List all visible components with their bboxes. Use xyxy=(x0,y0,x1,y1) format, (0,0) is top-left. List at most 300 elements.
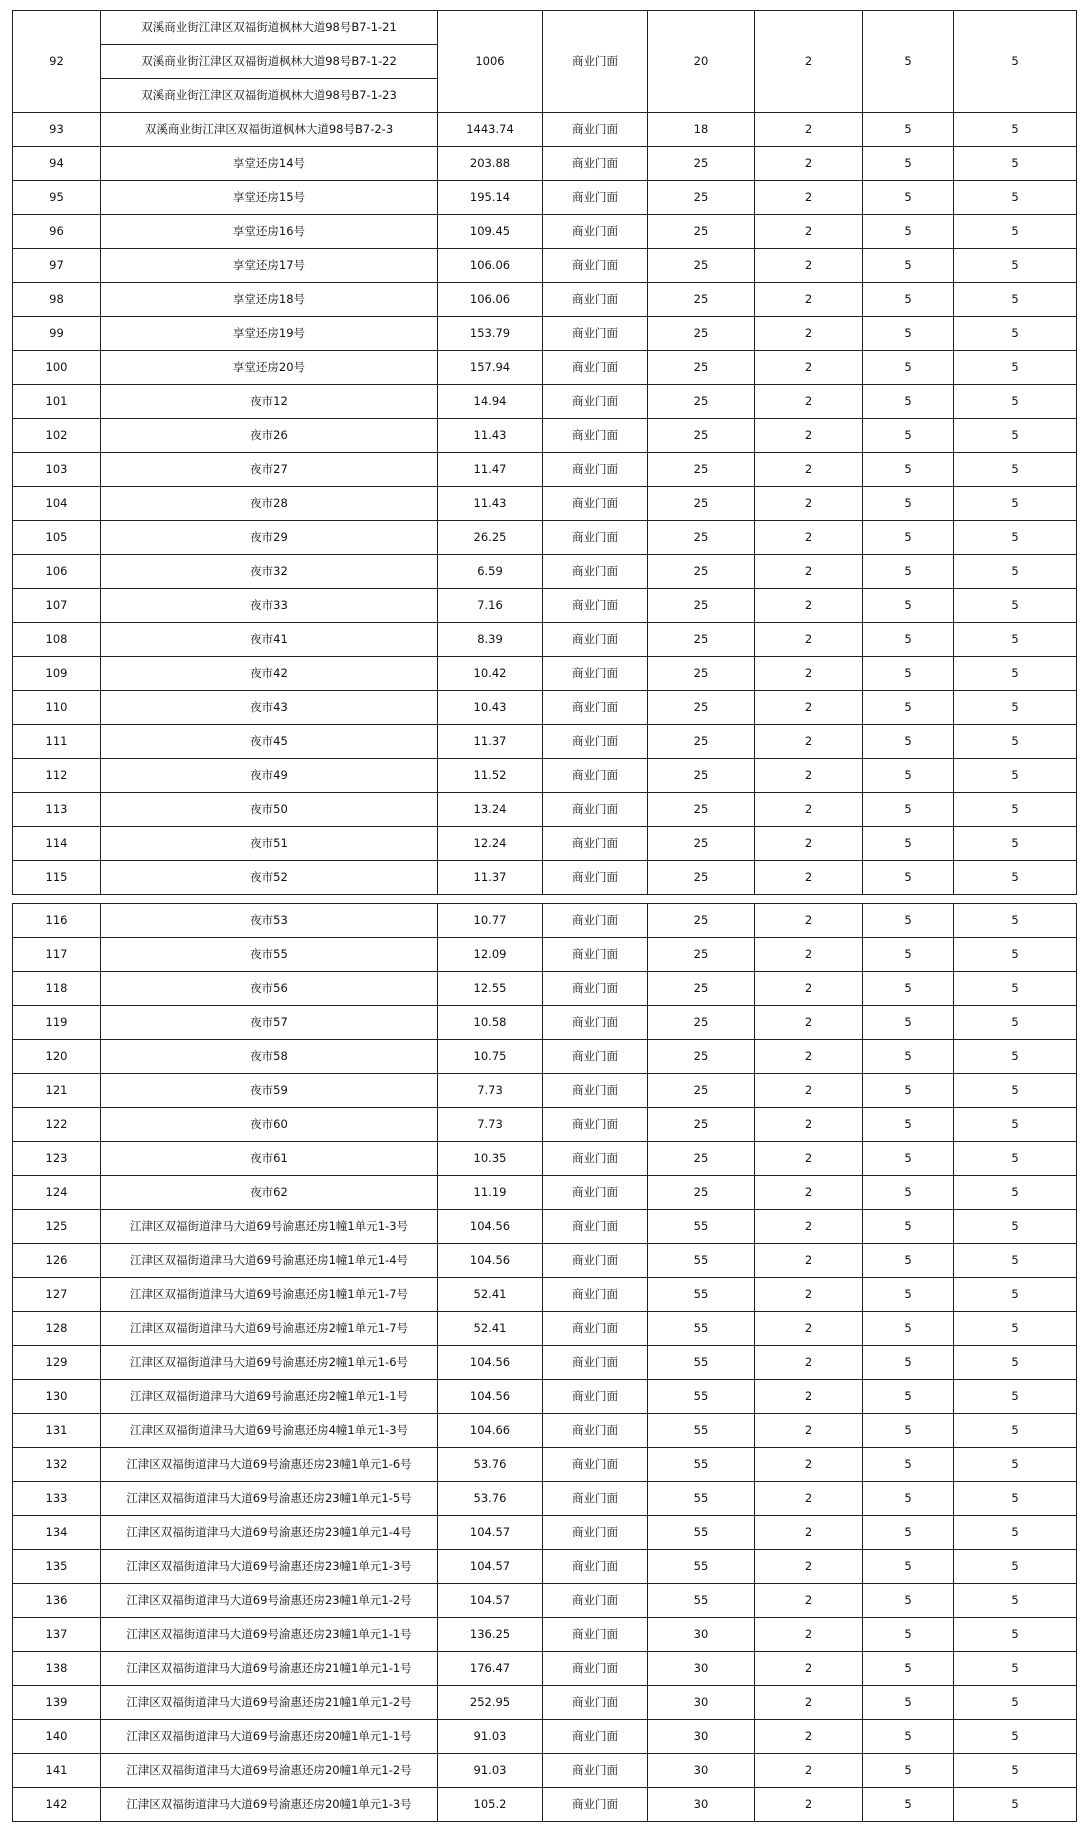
row-number: 118 xyxy=(13,972,101,1006)
column-5-value: 2 xyxy=(755,113,863,147)
column-6-value: 5 xyxy=(863,972,954,1006)
column-5-value: 2 xyxy=(755,1142,863,1176)
row-number: 114 xyxy=(13,827,101,861)
column-7-value: 5 xyxy=(954,1312,1077,1346)
row-number: 132 xyxy=(13,1448,101,1482)
column-5-value: 2 xyxy=(755,1006,863,1040)
column-4-value: 25 xyxy=(648,283,755,317)
row-number: 95 xyxy=(13,181,101,215)
column-6-value: 5 xyxy=(863,215,954,249)
property-address: 享堂还房16号 xyxy=(101,215,438,249)
column-4-value: 55 xyxy=(648,1244,755,1278)
column-7-value: 5 xyxy=(954,385,1077,419)
table-row xyxy=(13,555,1077,589)
usage-type: 商业门面 xyxy=(543,215,648,249)
column-6-value: 5 xyxy=(863,283,954,317)
table-row xyxy=(13,1414,1077,1448)
column-6-value: 5 xyxy=(863,861,954,895)
usage-type: 商业门面 xyxy=(543,904,648,938)
column-7-value: 5 xyxy=(954,1720,1077,1754)
property-address: 江津区双福街道津马大道69号渝惠还房2幢1单元1-1号 xyxy=(101,1380,438,1414)
column-6-value: 5 xyxy=(863,1618,954,1652)
area-value: 104.57 xyxy=(438,1584,543,1618)
area-value: 195.14 xyxy=(438,181,543,215)
column-7-value: 5 xyxy=(954,657,1077,691)
column-5-value: 2 xyxy=(755,1108,863,1142)
table-row xyxy=(13,1720,1077,1754)
column-6-value: 5 xyxy=(863,385,954,419)
column-4-value: 25 xyxy=(648,1040,755,1074)
property-table-bottom-body xyxy=(13,904,1077,1822)
column-7-value: 5 xyxy=(954,521,1077,555)
column-6-value: 5 xyxy=(863,351,954,385)
table-row xyxy=(13,1380,1077,1414)
property-address: 江津区双福街道津马大道69号渝惠还房1幢1单元1-3号 xyxy=(101,1210,438,1244)
row-number: 102 xyxy=(13,419,101,453)
column-5-value: 2 xyxy=(755,555,863,589)
usage-type: 商业门面 xyxy=(543,861,648,895)
column-6-value: 5 xyxy=(863,113,954,147)
property-address: 夜市52 xyxy=(101,861,438,895)
column-6-value: 5 xyxy=(863,657,954,691)
area-value: 8.39 xyxy=(438,623,543,657)
property-address: 双溪商业街江津区双福街道枫林大道98号B7-1-21 xyxy=(101,11,438,45)
column-7-value: 5 xyxy=(954,623,1077,657)
column-7-value: 5 xyxy=(954,1448,1077,1482)
column-4-value: 25 xyxy=(648,521,755,555)
column-7-value: 5 xyxy=(954,1754,1077,1788)
area-value: 53.76 xyxy=(438,1448,543,1482)
column-5-value: 2 xyxy=(755,453,863,487)
property-address: 江津区双福街道津马大道69号渝惠还房2幢1单元1-6号 xyxy=(101,1346,438,1380)
property-address: 夜市62 xyxy=(101,1176,438,1210)
column-4-value: 25 xyxy=(648,938,755,972)
column-5-value: 2 xyxy=(755,1448,863,1482)
usage-type: 商业门面 xyxy=(543,113,648,147)
usage-type: 商业门面 xyxy=(543,1788,648,1822)
property-address: 享堂还房18号 xyxy=(101,283,438,317)
usage-type: 商业门面 xyxy=(543,249,648,283)
row-number: 135 xyxy=(13,1550,101,1584)
column-4-value: 55 xyxy=(648,1346,755,1380)
area-value: 203.88 xyxy=(438,147,543,181)
column-6-value: 5 xyxy=(863,759,954,793)
column-7-value: 5 xyxy=(954,793,1077,827)
column-5-value: 2 xyxy=(755,11,863,113)
usage-type: 商业门面 xyxy=(543,1618,648,1652)
usage-type: 商业门面 xyxy=(543,1584,648,1618)
property-address: 江津区双福街道津马大道69号渝惠还房23幢1单元1-1号 xyxy=(101,1618,438,1652)
column-6-value: 5 xyxy=(863,1414,954,1448)
property-address: 夜市43 xyxy=(101,691,438,725)
column-4-value: 25 xyxy=(648,351,755,385)
area-value: 1443.74 xyxy=(438,113,543,147)
row-number: 115 xyxy=(13,861,101,895)
table-row xyxy=(13,453,1077,487)
column-7-value: 5 xyxy=(954,1278,1077,1312)
area-value: 11.19 xyxy=(438,1176,543,1210)
column-5-value: 2 xyxy=(755,419,863,453)
row-number: 108 xyxy=(13,623,101,657)
property-address: 夜市51 xyxy=(101,827,438,861)
column-6-value: 5 xyxy=(863,1278,954,1312)
column-4-value: 25 xyxy=(648,904,755,938)
property-address: 夜市61 xyxy=(101,1142,438,1176)
column-5-value: 2 xyxy=(755,1210,863,1244)
column-7-value: 5 xyxy=(954,11,1077,113)
usage-type: 商业门面 xyxy=(543,793,648,827)
table-row xyxy=(13,487,1077,521)
column-7-value: 5 xyxy=(954,861,1077,895)
column-7-value: 5 xyxy=(954,1346,1077,1380)
table-row xyxy=(13,1108,1077,1142)
column-6-value: 5 xyxy=(863,1346,954,1380)
row-number: 96 xyxy=(13,215,101,249)
row-number: 101 xyxy=(13,385,101,419)
column-6-value: 5 xyxy=(863,1754,954,1788)
property-address: 夜市57 xyxy=(101,1006,438,1040)
table-row xyxy=(13,1584,1077,1618)
row-number: 117 xyxy=(13,938,101,972)
property-address: 夜市59 xyxy=(101,1074,438,1108)
row-number: 121 xyxy=(13,1074,101,1108)
row-number: 107 xyxy=(13,589,101,623)
column-6-value: 5 xyxy=(863,793,954,827)
area-value: 91.03 xyxy=(438,1720,543,1754)
row-number: 133 xyxy=(13,1482,101,1516)
column-7-value: 5 xyxy=(954,351,1077,385)
column-6-value: 5 xyxy=(863,1006,954,1040)
column-4-value: 55 xyxy=(648,1482,755,1516)
column-4-value: 25 xyxy=(648,589,755,623)
area-value: 104.56 xyxy=(438,1210,543,1244)
column-4-value: 55 xyxy=(648,1210,755,1244)
area-value: 109.45 xyxy=(438,215,543,249)
column-6-value: 5 xyxy=(863,147,954,181)
usage-type: 商业门面 xyxy=(543,1482,648,1516)
area-value: 104.56 xyxy=(438,1346,543,1380)
table-row xyxy=(13,147,1077,181)
column-7-value: 5 xyxy=(954,759,1077,793)
property-address: 夜市42 xyxy=(101,657,438,691)
column-4-value: 55 xyxy=(648,1380,755,1414)
column-6-value: 5 xyxy=(863,487,954,521)
row-number: 105 xyxy=(13,521,101,555)
table-row xyxy=(13,1176,1077,1210)
row-number: 116 xyxy=(13,904,101,938)
property-address: 享堂还房19号 xyxy=(101,317,438,351)
column-4-value: 25 xyxy=(648,1142,755,1176)
row-number: 93 xyxy=(13,113,101,147)
property-address: 江津区双福街道津马大道69号渝惠还房2幢1单元1-7号 xyxy=(101,1312,438,1346)
column-6-value: 5 xyxy=(863,1244,954,1278)
column-7-value: 5 xyxy=(954,1176,1077,1210)
row-number: 120 xyxy=(13,1040,101,1074)
column-5-value: 2 xyxy=(755,1380,863,1414)
table-row xyxy=(13,181,1077,215)
table-row xyxy=(13,215,1077,249)
usage-type: 商业门面 xyxy=(543,938,648,972)
column-4-value: 30 xyxy=(648,1618,755,1652)
column-5-value: 2 xyxy=(755,1312,863,1346)
property-address: 江津区双福街道津马大道69号渝惠还房23幢1单元1-2号 xyxy=(101,1584,438,1618)
property-address: 江津区双福街道津马大道69号渝惠还房1幢1单元1-7号 xyxy=(101,1278,438,1312)
column-7-value: 5 xyxy=(954,827,1077,861)
column-4-value: 25 xyxy=(648,317,755,351)
column-7-value: 5 xyxy=(954,1584,1077,1618)
column-5-value: 2 xyxy=(755,1686,863,1720)
column-4-value: 55 xyxy=(648,1312,755,1346)
property-address: 江津区双福街道津马大道69号渝惠还房20幢1单元1-2号 xyxy=(101,1754,438,1788)
usage-type: 商业门面 xyxy=(543,555,648,589)
column-6-value: 5 xyxy=(863,419,954,453)
row-number: 126 xyxy=(13,1244,101,1278)
usage-type: 商业门面 xyxy=(543,1516,648,1550)
column-7-value: 5 xyxy=(954,181,1077,215)
column-6-value: 5 xyxy=(863,11,954,113)
column-6-value: 5 xyxy=(863,453,954,487)
area-value: 10.58 xyxy=(438,1006,543,1040)
row-number: 142 xyxy=(13,1788,101,1822)
row-number: 94 xyxy=(13,147,101,181)
column-7-value: 5 xyxy=(954,1618,1077,1652)
usage-type: 商业门面 xyxy=(543,11,648,113)
table-row xyxy=(13,938,1077,972)
column-4-value: 55 xyxy=(648,1584,755,1618)
column-4-value: 55 xyxy=(648,1516,755,1550)
area-value: 12.55 xyxy=(438,972,543,1006)
property-address: 江津区双福街道津马大道69号渝惠还房21幢1单元1-1号 xyxy=(101,1652,438,1686)
area-value: 104.56 xyxy=(438,1244,543,1278)
column-7-value: 5 xyxy=(954,113,1077,147)
area-value: 91.03 xyxy=(438,1754,543,1788)
column-4-value: 25 xyxy=(648,1176,755,1210)
usage-type: 商业门面 xyxy=(543,827,648,861)
column-7-value: 5 xyxy=(954,1210,1077,1244)
area-value: 105.2 xyxy=(438,1788,543,1822)
area-value: 176.47 xyxy=(438,1652,543,1686)
column-7-value: 5 xyxy=(954,1244,1077,1278)
row-number: 134 xyxy=(13,1516,101,1550)
column-5-value: 2 xyxy=(755,725,863,759)
column-6-value: 5 xyxy=(863,521,954,555)
column-4-value: 25 xyxy=(648,725,755,759)
column-4-value: 25 xyxy=(648,759,755,793)
column-5-value: 2 xyxy=(755,938,863,972)
column-7-value: 5 xyxy=(954,453,1077,487)
property-address: 江津区双福街道津马大道69号渝惠还房23幢1单元1-4号 xyxy=(101,1516,438,1550)
property-address: 夜市53 xyxy=(101,904,438,938)
column-4-value: 30 xyxy=(648,1754,755,1788)
property-address: 夜市29 xyxy=(101,521,438,555)
column-7-value: 5 xyxy=(954,1142,1077,1176)
area-value: 10.77 xyxy=(438,904,543,938)
column-4-value: 25 xyxy=(648,487,755,521)
row-number: 122 xyxy=(13,1108,101,1142)
area-value: 10.75 xyxy=(438,1040,543,1074)
column-6-value: 5 xyxy=(863,1788,954,1822)
usage-type: 商业门面 xyxy=(543,1006,648,1040)
column-5-value: 2 xyxy=(755,691,863,725)
column-6-value: 5 xyxy=(863,1652,954,1686)
property-address: 江津区双福街道津马大道69号渝惠还房23幢1单元1-3号 xyxy=(101,1550,438,1584)
row-number: 98 xyxy=(13,283,101,317)
column-5-value: 2 xyxy=(755,589,863,623)
column-6-value: 5 xyxy=(863,1176,954,1210)
row-number: 127 xyxy=(13,1278,101,1312)
column-6-value: 5 xyxy=(863,1312,954,1346)
area-value: 104.57 xyxy=(438,1550,543,1584)
area-value: 106.06 xyxy=(438,283,543,317)
usage-type: 商业门面 xyxy=(543,283,648,317)
column-7-value: 5 xyxy=(954,1380,1077,1414)
column-7-value: 5 xyxy=(954,725,1077,759)
column-7-value: 5 xyxy=(954,487,1077,521)
area-value: 52.41 xyxy=(438,1312,543,1346)
table-row xyxy=(13,861,1077,895)
usage-type: 商业门面 xyxy=(543,1142,648,1176)
area-value: 6.59 xyxy=(438,555,543,589)
area-value: 53.76 xyxy=(438,1482,543,1516)
column-7-value: 5 xyxy=(954,1550,1077,1584)
column-7-value: 5 xyxy=(954,147,1077,181)
property-address: 夜市58 xyxy=(101,1040,438,1074)
column-6-value: 5 xyxy=(863,181,954,215)
usage-type: 商业门面 xyxy=(543,419,648,453)
property-address: 享堂还房14号 xyxy=(101,147,438,181)
column-5-value: 2 xyxy=(755,1516,863,1550)
table-row xyxy=(13,1074,1077,1108)
area-value: 52.41 xyxy=(438,1278,543,1312)
column-6-value: 5 xyxy=(863,1142,954,1176)
table-row xyxy=(13,419,1077,453)
property-table-top-body xyxy=(13,11,1077,895)
column-6-value: 5 xyxy=(863,904,954,938)
column-6-value: 5 xyxy=(863,317,954,351)
column-6-value: 5 xyxy=(863,691,954,725)
column-4-value: 25 xyxy=(648,147,755,181)
column-5-value: 2 xyxy=(755,283,863,317)
area-value: 104.56 xyxy=(438,1380,543,1414)
column-4-value: 25 xyxy=(648,249,755,283)
table-row xyxy=(13,623,1077,657)
usage-type: 商业门面 xyxy=(543,1278,648,1312)
column-4-value: 25 xyxy=(648,972,755,1006)
column-4-value: 55 xyxy=(648,1278,755,1312)
table-row xyxy=(13,904,1077,938)
column-6-value: 5 xyxy=(863,1720,954,1754)
table-row xyxy=(13,1686,1077,1720)
table-row xyxy=(13,1550,1077,1584)
usage-type: 商业门面 xyxy=(543,181,648,215)
property-address: 夜市60 xyxy=(101,1108,438,1142)
area-value: 7.73 xyxy=(438,1074,543,1108)
column-6-value: 5 xyxy=(863,1482,954,1516)
property-address: 享堂还房15号 xyxy=(101,181,438,215)
column-5-value: 2 xyxy=(755,759,863,793)
column-6-value: 5 xyxy=(863,1584,954,1618)
row-number: 100 xyxy=(13,351,101,385)
row-number: 129 xyxy=(13,1346,101,1380)
area-value: 10.35 xyxy=(438,1142,543,1176)
row-number: 99 xyxy=(13,317,101,351)
column-7-value: 5 xyxy=(954,1482,1077,1516)
column-4-value: 25 xyxy=(648,555,755,589)
row-number: 125 xyxy=(13,1210,101,1244)
table-row xyxy=(13,1618,1077,1652)
usage-type: 商业门面 xyxy=(543,657,648,691)
table-row xyxy=(13,1788,1077,1822)
area-value: 10.42 xyxy=(438,657,543,691)
usage-type: 商业门面 xyxy=(543,725,648,759)
row-number: 139 xyxy=(13,1686,101,1720)
usage-type: 商业门面 xyxy=(543,1040,648,1074)
column-5-value: 2 xyxy=(755,1278,863,1312)
column-6-value: 5 xyxy=(863,827,954,861)
column-4-value: 30 xyxy=(648,1720,755,1754)
property-table-bottom xyxy=(12,903,1077,1822)
table-row xyxy=(13,1482,1077,1516)
table-row xyxy=(13,1040,1077,1074)
table-row xyxy=(13,1652,1077,1686)
area-value: 7.73 xyxy=(438,1108,543,1142)
area-value: 104.66 xyxy=(438,1414,543,1448)
row-number: 131 xyxy=(13,1414,101,1448)
column-5-value: 2 xyxy=(755,1618,863,1652)
column-6-value: 5 xyxy=(863,1210,954,1244)
column-7-value: 5 xyxy=(954,317,1077,351)
property-address: 夜市56 xyxy=(101,972,438,1006)
area-value: 11.43 xyxy=(438,487,543,521)
table-row xyxy=(13,385,1077,419)
usage-type: 商业门面 xyxy=(543,453,648,487)
column-4-value: 25 xyxy=(648,385,755,419)
table-row xyxy=(13,249,1077,283)
row-number: 141 xyxy=(13,1754,101,1788)
column-7-value: 5 xyxy=(954,1652,1077,1686)
column-6-value: 5 xyxy=(863,1108,954,1142)
usage-type: 商业门面 xyxy=(543,1074,648,1108)
column-5-value: 2 xyxy=(755,1244,863,1278)
usage-type: 商业门面 xyxy=(543,1210,648,1244)
column-6-value: 5 xyxy=(863,725,954,759)
table-row xyxy=(13,1516,1077,1550)
row-number: 140 xyxy=(13,1720,101,1754)
column-5-value: 2 xyxy=(755,861,863,895)
row-number: 123 xyxy=(13,1142,101,1176)
column-5-value: 2 xyxy=(755,249,863,283)
table-row xyxy=(13,691,1077,725)
row-number: 138 xyxy=(13,1652,101,1686)
area-value: 14.94 xyxy=(438,385,543,419)
column-4-value: 25 xyxy=(648,215,755,249)
column-4-value: 25 xyxy=(648,1006,755,1040)
column-6-value: 5 xyxy=(863,938,954,972)
usage-type: 商业门面 xyxy=(543,1312,648,1346)
column-6-value: 5 xyxy=(863,1040,954,1074)
column-7-value: 5 xyxy=(954,249,1077,283)
usage-type: 商业门面 xyxy=(543,589,648,623)
area-value: 10.43 xyxy=(438,691,543,725)
usage-type: 商业门面 xyxy=(543,1448,648,1482)
usage-type: 商业门面 xyxy=(543,521,648,555)
property-address: 江津区双福街道津马大道69号渝惠还房20幢1单元1-1号 xyxy=(101,1720,438,1754)
column-6-value: 5 xyxy=(863,1448,954,1482)
property-address: 夜市12 xyxy=(101,385,438,419)
column-7-value: 5 xyxy=(954,972,1077,1006)
column-5-value: 2 xyxy=(755,1584,863,1618)
column-7-value: 5 xyxy=(954,283,1077,317)
